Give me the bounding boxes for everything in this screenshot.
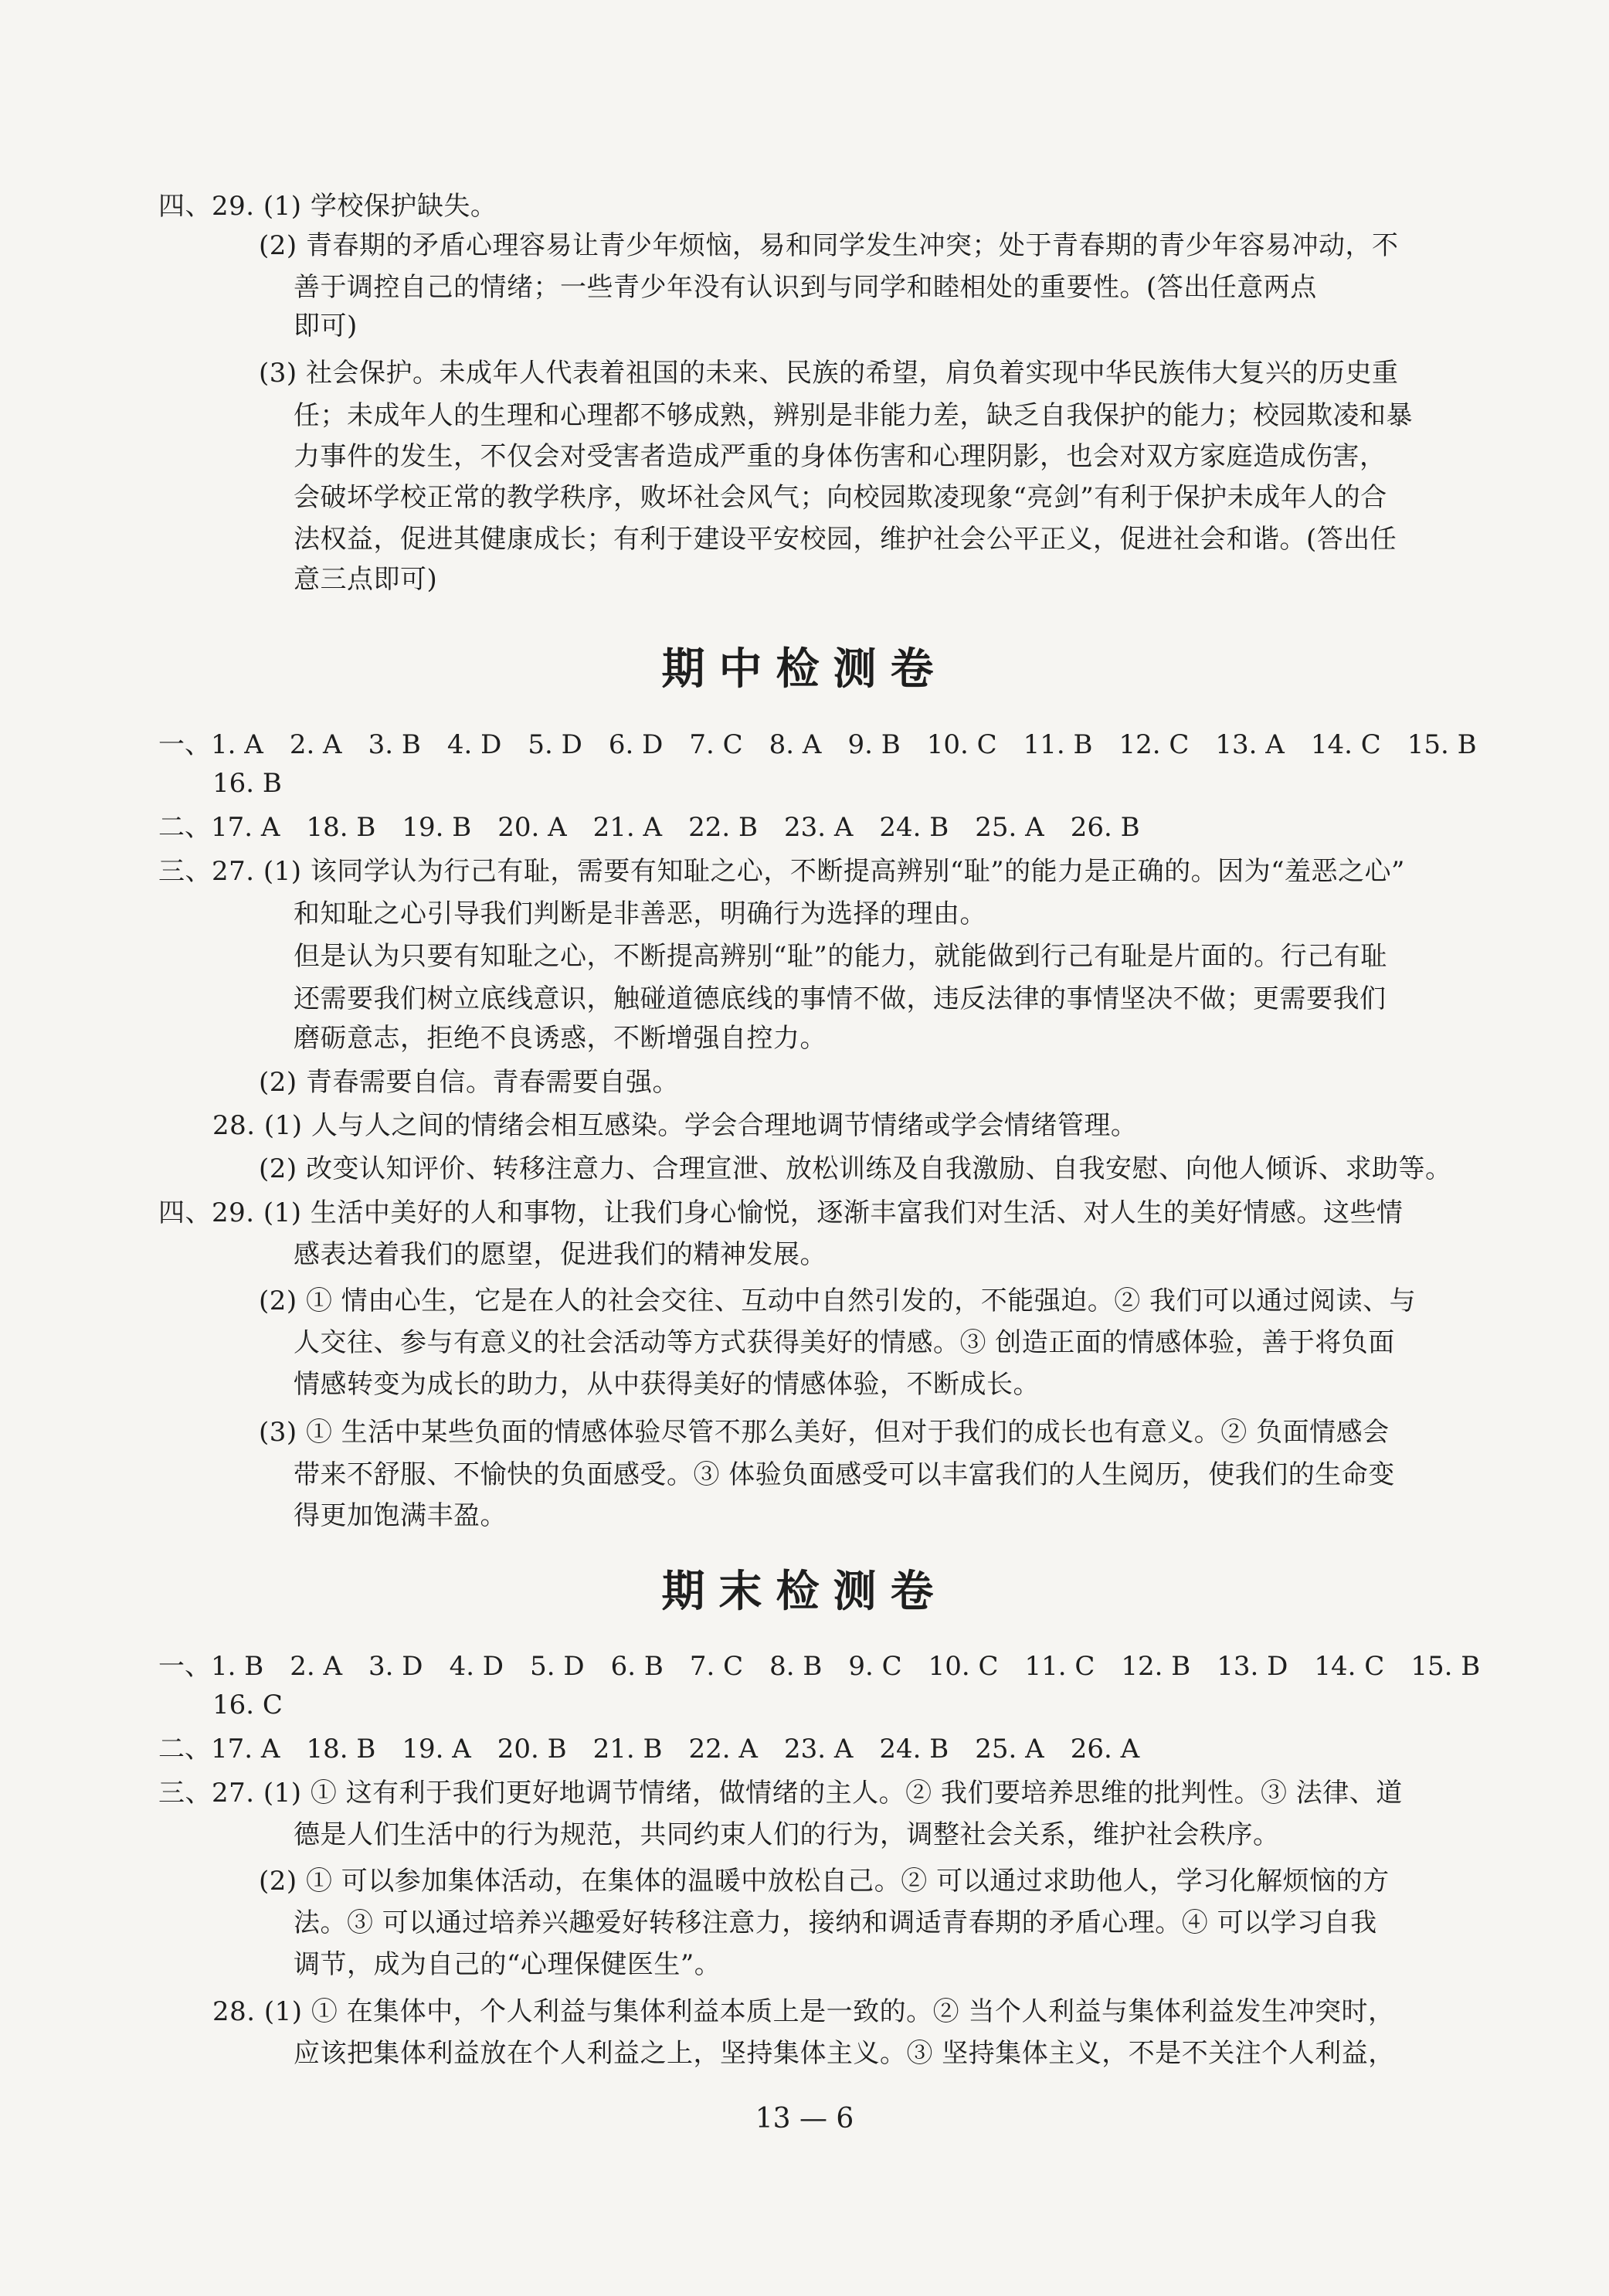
q29-2-line: 即可): [294, 311, 358, 341]
q28-1-line: 28. (1) 人与人之间的情绪会相互感染。学会合理地调节情绪或学会情绪管理。: [212, 1110, 1138, 1141]
answer-list: [211, 1651, 1506, 1682]
part-label: 二、: [158, 812, 211, 843]
q27-1-line: 三、27. (1) ① 这有利于我们更好地调节情绪，做情绪的主人。② 我们要培养思维的批判性。③ 法律、道: [158, 1778, 1403, 1809]
answer-item: 14. C: [1314, 1651, 1385, 1682]
answer-item: 3. D: [368, 1651, 423, 1682]
answer-item: 25. A: [975, 812, 1044, 843]
answer-item: 16. C: [212, 1690, 283, 1720]
q27-1-line: 三、27. (1) 该同学认为行己有耻，需要有知耻之心，不断提高辨别“耻”的能力是正确的。因为“羞恶之心”: [158, 856, 1405, 887]
midterm-part1-answers-cont: [212, 765, 308, 802]
q29-3-line: 带来不舒服、不愉快的负面感受。③ 体验负面感受可以丰富我们的人生阅历，使我们的生命变: [294, 1459, 1395, 1490]
answer-item: 21. A: [592, 812, 663, 843]
answer-item: 5. D: [530, 1651, 585, 1682]
answer-item: 13. A: [1215, 729, 1285, 760]
answer-list: [211, 1734, 1166, 1764]
part-label: 一、: [158, 1651, 211, 1682]
answer-item: 11. B: [1023, 729, 1093, 760]
answer-item: 2. A: [290, 1651, 343, 1682]
answer-item: 9. C: [848, 1651, 902, 1682]
answer-item: 11. C: [1024, 1651, 1095, 1682]
midterm-title: 期中检测卷: [661, 644, 948, 695]
q27-2-line: 调节，成为自己的“心理保健医生”。: [294, 1949, 721, 1980]
final-part2-answers: [158, 1730, 1166, 1768]
answer-item: 9. B: [847, 729, 901, 760]
answer-item: 22. B: [688, 812, 758, 843]
page-number: 13 — 6: [755, 2103, 854, 2135]
final-part1-answers: [158, 1648, 1506, 1685]
q28-1-line: 28. (1) ① 在集体中，个人利益与集体利益本质上是一致的。② 当个人利益与集体利益发生冲突时，: [212, 1996, 1395, 2027]
answer-item: 20. B: [497, 1734, 567, 1764]
answer-item: 10. C: [926, 729, 997, 760]
answer-item: 13. D: [1217, 1651, 1288, 1682]
answer-item: 16. B: [212, 768, 282, 799]
answer-item: 8. A: [769, 729, 822, 760]
answer-list: [211, 729, 1503, 760]
q29-2-line: 情感转变为成长的助力，从中获得美好的情感体验，不断成长。: [294, 1369, 1040, 1400]
q29-3-line: (3) ① 生活中某些负面的情感体验尽管不那么美好，但对于我们的成长也有意义。② 负面情感会: [259, 1417, 1390, 1448]
answer-item: 24. B: [879, 812, 949, 843]
answer-item: 4. D: [446, 729, 502, 760]
q29-2-line: (2) 青春期的矛盾心理容易让青少年烦恼，易和同学发生冲突；处于青春期的青少年容易冲动，不: [259, 230, 1399, 261]
answer-item: 15. B: [1410, 1651, 1481, 1682]
answer-item: 12. C: [1118, 729, 1190, 760]
midterm-part2-answers: [158, 809, 1166, 846]
q28-1-line: 应该把集体利益放在个人利益之上，坚持集体主义。③ 坚持集体主义，不是不关注个人利益，: [294, 2038, 1395, 2069]
q27-1-line: 但是认为只要有知耻之心，不断提高辨别“耻”的能力，就能做到行己有耻是片面的。行己有耻: [294, 941, 1387, 972]
answer-item: 17. A: [211, 1734, 280, 1764]
q29-3-line: 力事件的发生，不仅会对受害者造成严重的身体伤害和心理阴影，也会对双方家庭造成伤害，: [294, 441, 1387, 472]
answer-item: 7. C: [689, 729, 743, 760]
answer-item: 8. B: [769, 1651, 823, 1682]
answer-item: 7. C: [689, 1651, 744, 1682]
q29-2-line: 善于调控自己的情绪；一些青少年没有认识到与同学和睦相处的重要性。(答出任意两点: [294, 272, 1317, 303]
q29-2-line: 人交往、参与有意义的社会活动等方式获得美好的情感。③ 创造正面的情感体验，善于将负面: [294, 1327, 1395, 1358]
answer-item: 12. B: [1121, 1651, 1191, 1682]
q27-1-line: 磨砺意志，拒绝不良诱惑，不断增强自控力。: [294, 1023, 827, 1054]
answer-item: 26. B: [1070, 812, 1140, 843]
midterm-part1-answers: [158, 726, 1503, 763]
q29-3-line: 法权益，促进其健康成长；有利于建设平安校园，维护社会公平正义，促进社会和谐。(答出任: [294, 524, 1397, 555]
answer-item: 22. A: [688, 1734, 758, 1764]
answer-item: 23. A: [783, 1734, 854, 1764]
answer-item: 1. B: [211, 1651, 264, 1682]
answer-item: 20. A: [497, 812, 567, 843]
answer-item: 19. B: [402, 812, 472, 843]
answer-item: 3. B: [368, 729, 421, 760]
q27-1-line: 还需要我们树立底线意识，触碰道德底线的事情不做，违反法律的事情坚决不做；更需要我们: [294, 983, 1387, 1014]
answer-item: 17. A: [211, 812, 280, 843]
q29-3-line: 会破坏学校正常的教学秩序，败坏社会风气；向校园欺凌现象“亮剑”有利于保护未成年人的合: [294, 482, 1387, 513]
answer-item: 18. B: [306, 1734, 376, 1764]
q27-2-line: 法。③ 可以通过培养兴趣爱好转移注意力，接纳和调适青春期的矛盾心理。④ 可以学习自我: [294, 1907, 1377, 1938]
answer-item: 21. B: [592, 1734, 663, 1764]
q27-2-line: (2) ① 可以参加集体活动，在集体的温暖中放松自己。② 可以通过求助他人，学习化解烦恼的方: [259, 1866, 1390, 1897]
q29-3-line: 意三点即可): [294, 564, 438, 595]
answer-item: 5. D: [528, 729, 582, 760]
q29-3-line: (3) 社会保护。未成年人代表着祖国的未来、民族的希望，肩负着实现中华民族伟大复兴的历史重: [259, 358, 1399, 389]
part-label: 一、: [158, 729, 211, 760]
answer-item: 10. C: [928, 1651, 999, 1682]
answer-item: 2. A: [289, 729, 342, 760]
q29-3-line: 得更加饱满丰盈。: [294, 1500, 507, 1531]
answer-item: 14. C: [1310, 729, 1381, 760]
q29-1-line: 四、29. (1) 生活中美好的人和事物，让我们身心愉悦，逐渐丰富我们对生活、对人生的美好情感。这些情: [158, 1197, 1404, 1228]
answer-item: 15. B: [1407, 729, 1477, 760]
q27-1-line: 和知耻之心引导我们判断是非善恶，明确行为选择的理由。: [294, 898, 986, 929]
q29-1-line: 感表达着我们的愿望，促进我们的精神发展。: [294, 1239, 827, 1270]
answer-list: [211, 812, 1166, 843]
part-label: 二、: [158, 1734, 211, 1764]
answer-item: 26. A: [1070, 1734, 1140, 1764]
q27-2-line: (2) 青春需要自信。青春需要自强。: [259, 1067, 679, 1098]
final-part1-answers-cont: [212, 1686, 309, 1724]
answer-item: 1. A: [211, 729, 263, 760]
answer-item: 24. B: [879, 1734, 949, 1764]
answer-item: 6. D: [608, 729, 664, 760]
answer-item: 19. A: [402, 1734, 471, 1764]
q29-line: 四、29. (1) 学校保护缺失。: [158, 191, 497, 222]
answer-item: 18. B: [306, 812, 376, 843]
answer-list: [212, 1690, 309, 1720]
final-title: 期末检测卷: [661, 1567, 948, 1617]
answer-item: 4. D: [449, 1651, 504, 1682]
answer-item: 6. B: [610, 1651, 664, 1682]
q29-3-line: 任；未成年人的生理和心理都不够成熟，辨别是非能力差，缺乏自我保护的能力；校园欺凌和暴: [294, 400, 1413, 431]
answer-item: 25. A: [975, 1734, 1044, 1764]
answer-item: 23. A: [783, 812, 854, 843]
q28-2-line: (2) 改变认知评价、转移注意力、合理宣泄、放松训练及自我激励、自我安慰、向他人倾诉、求助等。: [259, 1153, 1452, 1184]
q27-1-line: 德是人们生活中的行为规范，共同约束人们的行为，调整社会关系，维护社会秩序。: [294, 1819, 1280, 1850]
answer-list: [212, 768, 308, 799]
q29-2-line: (2) ① 情由心生，它是在人的社会交往、互动中自然引发的，不能强迫。② 我们可以通过阅读、与: [259, 1286, 1417, 1316]
